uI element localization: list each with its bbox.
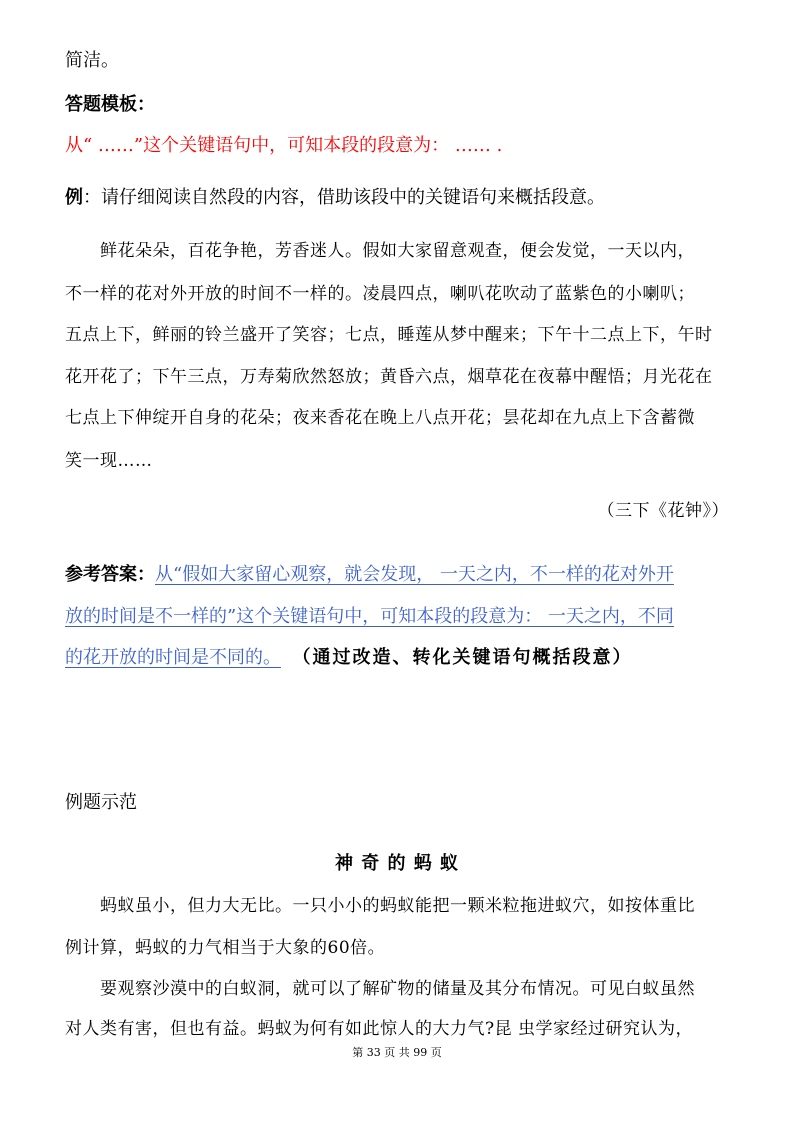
example-label: 例 xyxy=(65,187,83,208)
continued-text: 简洁。 xyxy=(65,50,119,71)
passage-line: 花开花了；下午三点，万寿菊欣然怒放；黄昏六点，烟草花在夜幕中醒悟；月光花在 xyxy=(65,367,713,387)
answer-hint: （通过改造、转化关键语句概括段意） xyxy=(292,647,633,668)
story-line: 蚂蚁虽小，但力大无比。一只小小的蚂蚁能把一颗米粒拖进蚁穴，如按体重比 xyxy=(100,896,695,916)
passage-line: 笑一现…… xyxy=(65,451,153,471)
story-line: 要观察沙漠中的白蚁洞，就可以了解矿物的储量及其分布情况。可见白蚁虽然 xyxy=(100,979,695,999)
template-line: 从“ ……”这个关键语句中，可知本段的段意为： …… . xyxy=(65,135,503,156)
answer-link[interactable]: 放的时间是不一样的”这个关键语句中，可知本段的段意为： 一天之内，不同 xyxy=(65,606,674,627)
story-line: 对人类有害，但也有益。蚂蚁为何有如此惊人的大力气?昆 虫学家经过研究认为， xyxy=(65,1019,694,1039)
template-title: 答题模板： xyxy=(65,94,155,115)
passage-line: 不一样的花对外开放的时间不一样的。凌晨四点，喇叭花吹动了蓝紫色的小喇叭； xyxy=(65,284,695,304)
passage-line: 五点上下，鲜丽的铃兰盛开了笑容；七点，睡莲从梦中醒来；下午十二点上下，午时 xyxy=(65,325,713,345)
passage-source: （三下《花钟》） xyxy=(597,501,729,521)
passage-line: 鲜花朵朵，百花争艳，芳香迷人。假如大家留意观查，便会发觉，一天以内， xyxy=(100,241,695,261)
page-footer: 第 33 页 共 99 页 xyxy=(352,1046,442,1059)
story-line: 例计算，蚂蚁的力气相当于大象的60倍。 xyxy=(65,938,386,958)
answer-link[interactable]: 的花开放的时间是不同的。 xyxy=(65,647,281,668)
answer-link[interactable]: 从“假如大家留心观察，就会发现， 一天之内，不一样的花对外开 xyxy=(155,564,674,585)
passage-line: 七点上下伸绽开自身的花朵；夜来香花在晚上八点开花；昙花却在九点上下含蓄微 xyxy=(65,408,695,428)
answer-label: 参考答案： xyxy=(65,564,155,585)
answer-line-2 xyxy=(65,604,674,630)
example-instruction xyxy=(65,185,605,211)
answer-line-1 xyxy=(65,562,674,588)
story-title: 神 奇 的 蚂 蚁 xyxy=(334,853,460,874)
answer-line-3 xyxy=(65,645,632,671)
example-text: ：请仔细阅读自然段的内容，借助该段中的关键语句来概括段意。 xyxy=(83,187,605,208)
section-title: 例题示范 xyxy=(65,792,137,813)
